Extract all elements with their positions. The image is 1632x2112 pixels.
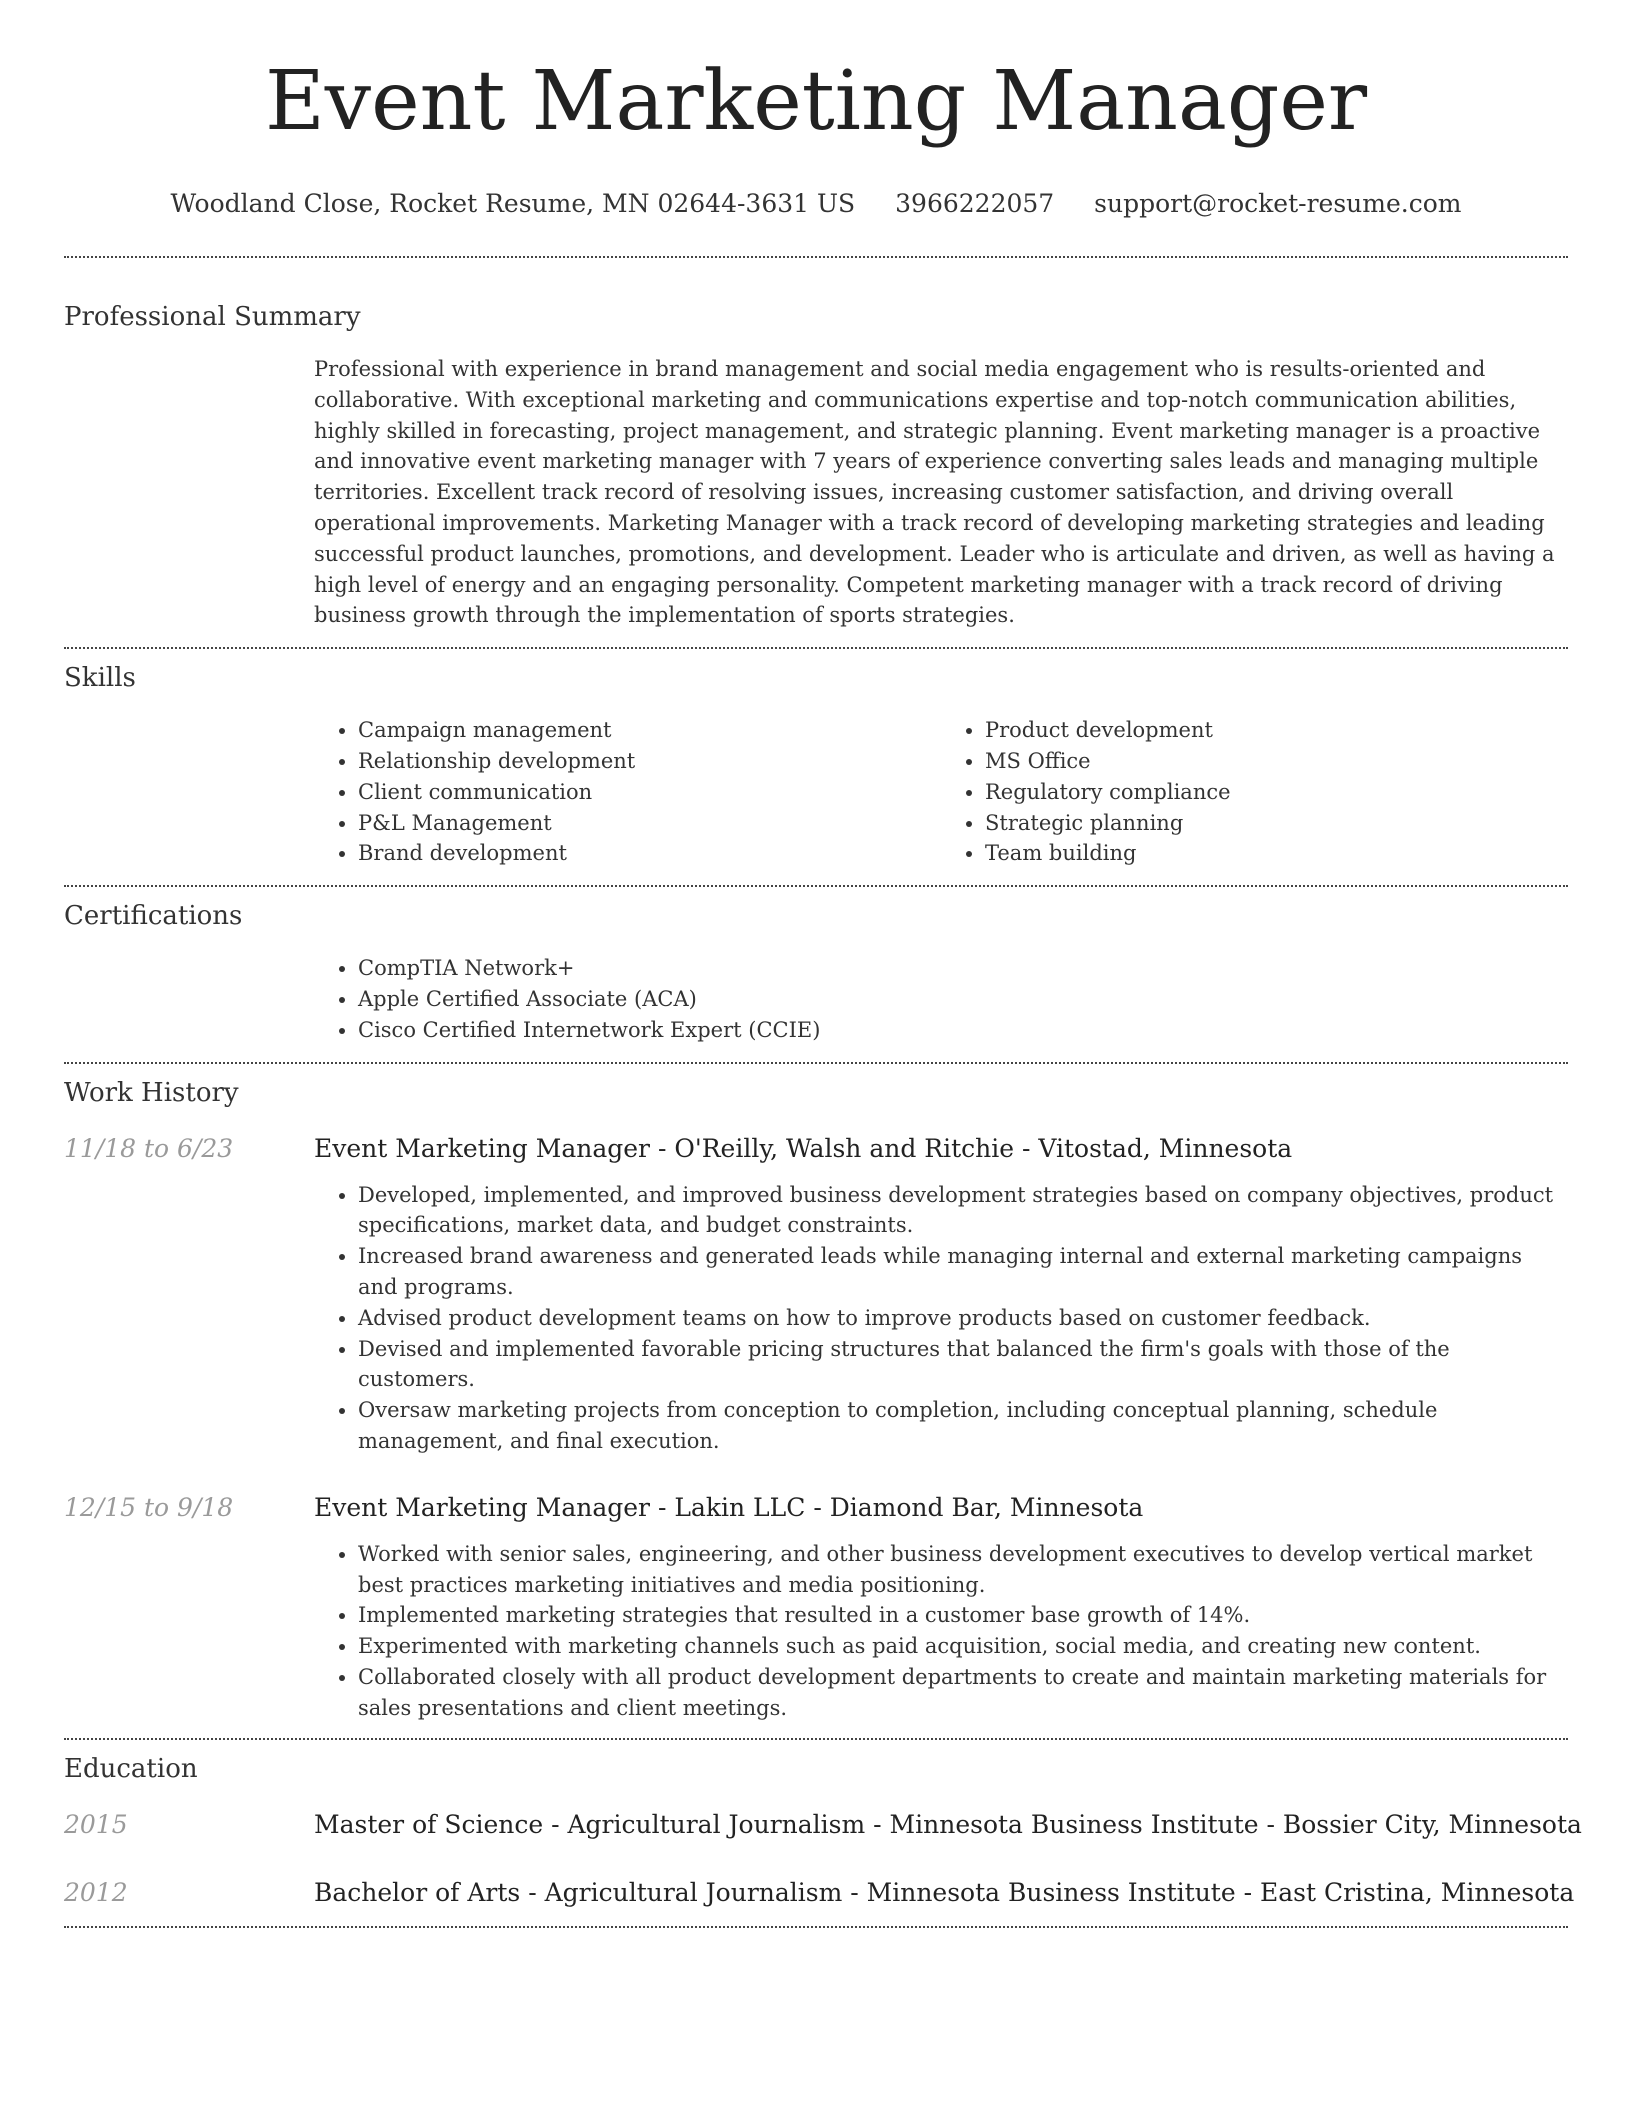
resume-name: Event Marketing Manager: [264, 54, 1368, 149]
job-bullets: [314, 1539, 1568, 1724]
contact-phone: 3966222057: [895, 189, 1055, 218]
skills-list-left: [314, 715, 941, 869]
contact-line: [64, 188, 1568, 220]
summary-text: Professional with experience in brand management and social media engagement who is results-oriented and collaborative. With exceptional marketing and communications expertise and top-notch communication abilities, highly skilled in forecasting, project management, and strategic planning. Event marketing manager is a proactive and innovative event marketing manager with 7 years of experience converting sales leads and managing multiple territories. Excellent track record of resolving issues, increasing customer satisfaction, and driving overall operational improvements. Marketing Manager with a track record of developing marketing strategies and leading successful product launches, promotions, and development. Leader who is articulate and driven, as well as having a high level of energy and an engaging personality. Competent marketing manager with a track record of driving business growth through the implementation of sports strategies.: [314, 357, 1555, 628]
job-bullet: • Collaborated closely with all product development departments to create and maintain marketing materials for sales presentations and client meetings.: [358, 1662, 1568, 1724]
certification-item: • CompTIA Network+: [358, 953, 1568, 984]
section-title-work-history: Work History: [64, 1077, 239, 1108]
certification-item: • Apple Certified Associate (ACA): [358, 984, 1568, 1015]
work-history-section: [64, 1064, 1568, 1738]
education-year: 2015: [64, 1809, 128, 1839]
job-bullet: • Devised and implemented favorable pricing structures that balanced the firm's goals with those of the customers.: [358, 1334, 1568, 1396]
job-bullets: [314, 1180, 1568, 1457]
education-entry: [64, 1876, 1575, 1910]
divider: [64, 1926, 1568, 1928]
skill-item: • Client communication: [358, 777, 941, 808]
education-degree: Master of Science - Agricultural Journalism - Minnesota Business Institute - Bossier City, Minnesota: [314, 1809, 1582, 1839]
skill-item: • Campaign management: [358, 715, 941, 746]
job-bullet: • Developed, implemented, and improved business development strategies based on company objectives, product specifications, market data, and budget constraints.: [358, 1180, 1568, 1242]
education-section: [64, 1740, 1582, 1926]
section-title-summary: Professional Summary: [64, 302, 361, 332]
education-year: 2012: [64, 1877, 128, 1907]
job-bullet: • Worked with senior sales, engineering, and other business development executives to develop vertical market best practices marketing initiatives and media positioning.: [358, 1539, 1568, 1601]
section-title-education: Education: [64, 1753, 198, 1784]
summary-section: [64, 258, 1568, 647]
job-dates: 11/18 to 6/23: [64, 1133, 234, 1163]
skill-item: • Regulatory compliance: [985, 777, 1568, 808]
skill-item: • Relationship development: [358, 746, 941, 777]
job-bullet: • Oversaw marketing projects from conception to completion, including conceptual planning, schedule management, and final execution.: [358, 1395, 1568, 1457]
section-title-certifications: Certifications: [64, 901, 243, 932]
job-bullet: • Experimented with marketing channels such as paid acquisition, social media, and creating new content.: [358, 1631, 1568, 1662]
job-entry: [64, 1132, 1568, 1457]
job-bullet: • Advised product development teams on how to improve products based on customer feedback.: [358, 1303, 1568, 1334]
skill-item: • Team building: [985, 838, 1568, 869]
job-title: Event Marketing Manager - O'Reilly, Walsh and Ritchie - Vitostad, Minnesota: [314, 1133, 1293, 1163]
certifications-list: [314, 953, 1568, 1045]
certifications-section: [64, 887, 1568, 1061]
skill-item: • MS Office: [985, 746, 1568, 777]
job-bullet: • Implemented marketing strategies that resulted in a customer base growth of 14%.: [358, 1600, 1568, 1631]
education-degree: Bachelor of Arts - Agricultural Journalism - Minnesota Business Institute - East Cristina, Minnesota: [314, 1877, 1575, 1907]
job-title: Event Marketing Manager - Lakin LLC - Diamond Bar, Minnesota: [314, 1492, 1144, 1522]
skill-item: • P&L Management: [358, 808, 941, 839]
section-title-skills: Skills: [64, 663, 136, 694]
skill-item: • Brand development: [358, 838, 941, 869]
skill-item: • Product development: [985, 715, 1568, 746]
contact-address: Woodland Close, Rocket Resume, MN 02644-3631 US: [170, 189, 856, 218]
skills-section: [64, 649, 1568, 885]
job-dates: 12/15 to 9/18: [64, 1492, 234, 1522]
certification-item: • Cisco Certified Internetwork Expert (CCIE): [358, 1015, 1568, 1046]
skills-list-right: [941, 715, 1568, 869]
skill-item: • Strategic planning: [985, 808, 1568, 839]
contact-email: support@rocket-resume.com: [1094, 189, 1462, 218]
job-bullet: • Increased brand awareness and generated leads while managing internal and external marketing campaigns and programs.: [358, 1241, 1568, 1303]
job-entry: [64, 1491, 1568, 1724]
education-entry: [64, 1808, 1582, 1842]
